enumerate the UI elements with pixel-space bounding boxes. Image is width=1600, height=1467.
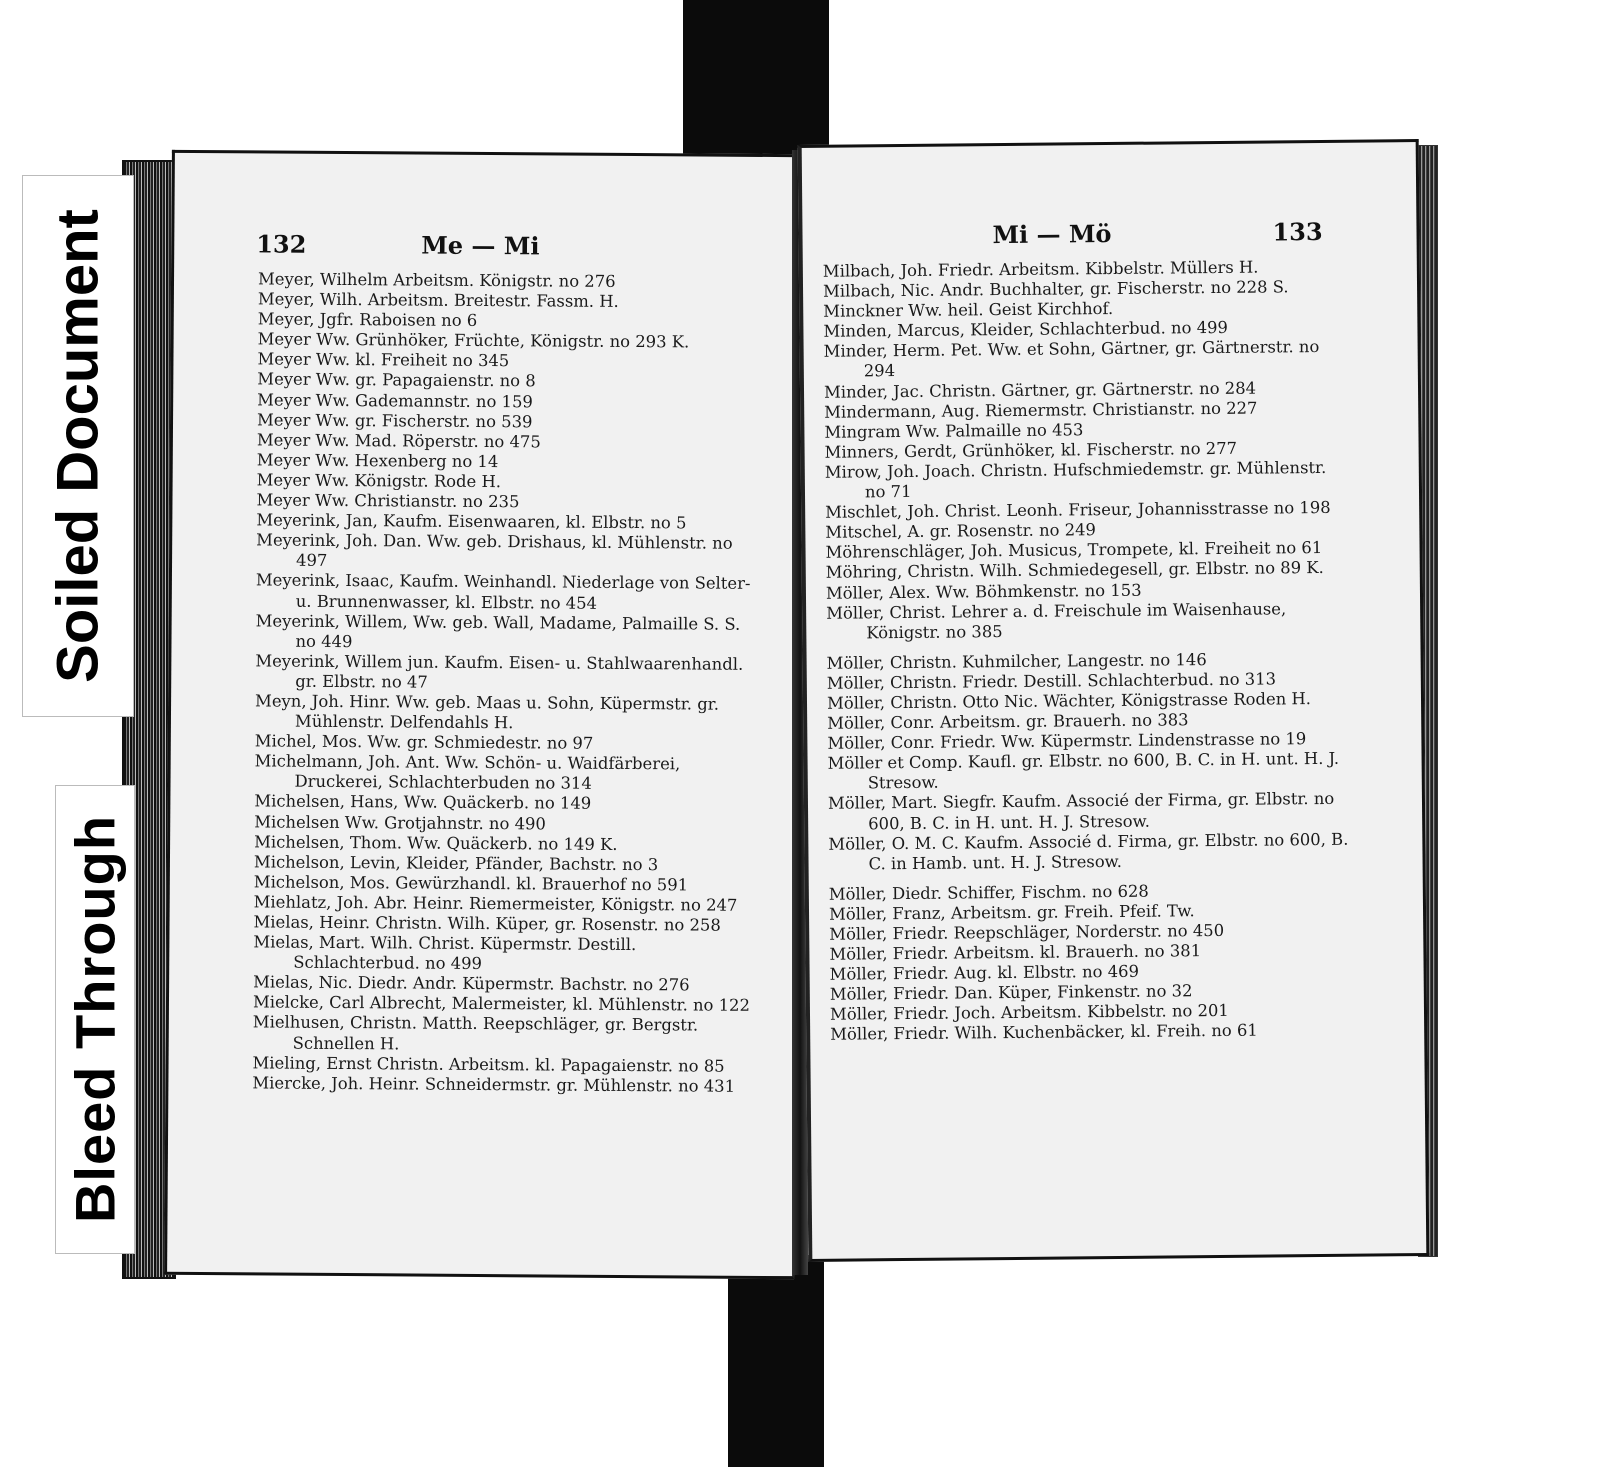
- directory-entry: Minden, Marcus, Kleider, Schlachterbud. no 499: [823, 318, 1229, 342]
- directory-entry: Michel, Mos. Ww. gr. Schmiedestr. no 97: [254, 731, 594, 753]
- right-page-header: [992, 216, 1392, 260]
- left-page: [164, 150, 802, 1279]
- directory-entry: Mingram Ww. Palmaille no 453: [824, 420, 1084, 442]
- directory-entry: Möller, Friedr. Wilh. Kuchenbäcker, kl. Freih. no 61: [830, 1021, 1258, 1045]
- directory-entry: Minder, Herm. Pet. Ww. et Sohn, Gärtner, gr. Gärtnerstr. no 294: [823, 337, 1320, 381]
- right-page-number: 133: [1272, 216, 1323, 247]
- right-page: [798, 139, 1430, 1262]
- directory-entry: Meyer Ww. Grünhöker, Früchte, Königstr. no 293 K.: [257, 329, 690, 352]
- spine-binding-top: [683, 0, 829, 165]
- bleed-through-text: Bleed Through: [63, 814, 127, 1224]
- directory-entry: Meyer Ww. kl. Freiheit no 345: [257, 349, 510, 371]
- directory-entry: Meyer Ww. Gademannstr. no 159: [257, 389, 533, 411]
- directory-entry: Milbach, Joh. Friedr. Arbeitsm. Kibbelstr. Müllers H.: [822, 257, 1259, 281]
- directory-entry: Möller, Franz, Arbeitsm. gr. Freih. Pfeif. Tw.: [828, 901, 1195, 924]
- directory-entry: Möller et Comp. Kaufl. gr. Elbstr. no 600, B. C. in H. unt. H. J. Stresow.: [827, 749, 1340, 793]
- directory-entry: Möller, Friedr. Joch. Arbeitsm. Kibbelstr. no 201: [829, 1001, 1229, 1025]
- left-entry-list: [252, 269, 763, 1096]
- directory-entry: Michelmann, Joh. Ant. Ww. Schön- u. Waidfärberei, Druckerei, Schlachterbuden no 314: [254, 751, 681, 794]
- directory-entry: Michelsen, Thom. Ww. Quäckerb. no 149 K.: [254, 832, 618, 854]
- directory-entry: Möller, Alex. Ww. Böhmkenstr. no 153: [825, 580, 1142, 603]
- directory-entry: Michelson, Levin, Kleider, Pfänder, Bachstr. no 3: [253, 852, 659, 874]
- directory-entry: Möller, Friedr. Reepschläger, Norderstr. no 450: [829, 920, 1225, 944]
- directory-entry: Meyer, Wilh. Arbeitsm. Breitestr. Fassm. H.: [257, 289, 619, 312]
- directory-entry: Mirow, Joh. Joach. Christn. Hufschmiedemstr. gr. Mühlenstr. no 71: [824, 457, 1327, 502]
- directory-entry: Meyerink, Isaac, Kaufm. Weinhandl. Niederlage von Selter- u. Brunnenwasser, kl. Elbstr. no 454: [255, 570, 751, 613]
- directory-entry: Möller, Conr. Arbeitsm. gr. Brauerh. no 383: [827, 710, 1189, 733]
- directory-entry: Möller, Mart. Siegfr. Kaufm. Associé der Firma, gr. Elbstr. no 600, B. C. in H. unt. H. J. Stresow.: [827, 789, 1335, 833]
- spine-binding-bottom: [728, 1255, 824, 1467]
- directory-entry: Möller, Christn. Friedr. Destill. Schlachterbud. no 313: [826, 669, 1277, 693]
- directory-entry: Minners, Gerdt, Grünhöker, kl. Fischerstr. no 277: [824, 438, 1238, 462]
- directory-entry: Milbach, Nic. Andr. Buchhalter, gr. Fischerstr. no 228 S.: [822, 277, 1289, 301]
- directory-entry: Minckner Ww. heil. Geist Kirchhof.: [823, 299, 1114, 321]
- directory-entry: Michelson, Mos. Gewürzhandl. kl. Brauerhof no 591: [253, 872, 689, 895]
- soiled-document-label: [22, 175, 134, 717]
- directory-entry: Möller, Friedr. Arbeitsm. kl. Brauerh. no 381: [829, 941, 1202, 964]
- directory-entry: Meyerink, Willem, Ww. geb. Wall, Madame, Palmaille S. S. no 449: [255, 611, 741, 651]
- directory-entry: Meyerink, Jan, Kaufm. Eisenwaaren, kl. Elbstr. no 5: [256, 510, 687, 533]
- bleed-through-label: [55, 785, 135, 1254]
- directory-entry: Mielas, Heinr. Christn. Wilh. Küper, gr. Rosenstr. no 258: [253, 912, 721, 935]
- directory-entry: Meyn, Joh. Hinr. Ww. geb. Maas u. Sohn, Küpermstr. gr. Mühlenstr. Delfendahls H.: [255, 691, 720, 733]
- directory-entry: Meyer Ww. gr. Fischerstr. no 539: [256, 410, 533, 431]
- right-entry-list: [823, 257, 1350, 1046]
- directory-entry: Möhring, Christn. Wilh. Schmiedegesell, gr. Elbstr. no 89 K.: [825, 558, 1324, 583]
- directory-entry: Minder, Jac. Christn. Gärtner, gr. Gärtnerstr. no 284: [823, 378, 1257, 402]
- directory-entry: Möller, Diedr. Schiffer, Fischm. no 628: [828, 881, 1149, 904]
- directory-entry: Meyerink, Willem jun. Kaufm. Eisen- u. Stahlwaarenhandl. gr. Elbstr. no 47: [255, 651, 744, 692]
- soiled-document-text: Soiled Document: [45, 209, 111, 683]
- directory-entry: Möller, Friedr. Aug. kl. Elbstr. no 469: [829, 961, 1140, 984]
- directory-entry: Möller, O. M. C. Kaufm. Associé d. Firma, gr. Elbstr. no 600, B. C. in Hamb. unt. H. J. Stresow.: [828, 829, 1349, 874]
- directory-entry: Mielcke, Carl Albrecht, Malermeister, kl. Mühlenstr. no 122: [252, 992, 751, 1016]
- directory-entry: Mindermann, Aug. Riemermstr. Christianstr. no 227: [824, 398, 1258, 422]
- directory-entry: Miercke, Joh. Heinr. Schneidermstr. gr. Mühlenstr. no 431: [252, 1073, 736, 1096]
- directory-entry: Möller, Friedr. Dan. Küper, Finkenstr. no 32: [829, 981, 1193, 1005]
- directory-entry: Mischlet, Joh. Christ. Leonh. Friseur, Johannisstrasse no 198: [825, 498, 1331, 522]
- right-page-title: Mi — Mö: [992, 218, 1112, 250]
- directory-entry: Möller, Christn. Kuhmilcher, Langestr. no 146: [826, 649, 1207, 673]
- directory-entry: Mitschel, A. gr. Rosenstr. no 249: [825, 520, 1097, 542]
- directory-entry: Meyer Ww. Christianstr. no 235: [256, 490, 520, 512]
- directory-entry: Meyer Ww. Königstr. Rode H.: [256, 470, 502, 492]
- directory-entry: Meyerink, Joh. Dan. Ww. geb. Drishaus, kl. Mühlenstr. no 497: [256, 530, 733, 571]
- directory-entry: Mielhusen, Christn. Matth. Reepschläger, gr. Bergstr. Schnellen H.: [252, 1012, 699, 1053]
- directory-entry: Michelsen Ww. Grotjahnstr. no 490: [254, 811, 546, 833]
- directory-entry: Miehlatz, Joh. Abr. Heinr. Riemermeister, Königstr. no 247: [253, 892, 738, 915]
- directory-entry: Meyer, Wilhelm Arbeitsm. Königstr. no 276: [257, 269, 616, 291]
- directory-entry: Mielas, Mart. Wilh. Christ. Küpermstr. Destill. Schlachterbud. no 499: [253, 932, 637, 974]
- directory-entry: Meyer Ww. gr. Papagaienstr. no 8: [257, 369, 536, 391]
- left-page-title: Me — Mi: [421, 230, 540, 261]
- directory-entry: Mielas, Nic. Diedr. Andr. Küpermstr. Bachstr. no 276: [253, 972, 690, 995]
- directory-entry: Meyer Ww. Hexenberg no 14: [256, 450, 499, 471]
- directory-entry: Michelsen, Hans, Ww. Quäckerb. no 149: [254, 791, 592, 814]
- directory-entry: Möller, Conr. Friedr. Ww. Küpermstr. Lindenstrasse no 19: [827, 729, 1307, 753]
- directory-entry: Möhrenschläger, Joh. Musicus, Trompete, kl. Freiheit no 61: [825, 538, 1323, 563]
- directory-entry: Mieling, Ernst Christn. Arbeitsm. kl. Papagaienstr. no 85: [252, 1053, 725, 1076]
- directory-entry: Möller, Christn. Otto Nic. Wächter, Königstrasse Roden H.: [826, 689, 1312, 713]
- directory-entry: Möller, Christ. Lehrer a. d. Freischule im Waisenhause, Königstr. no 385: [826, 598, 1287, 643]
- left-page-number: 132: [256, 229, 307, 259]
- directory-entry: Meyer Ww. Mad. Röperstr. no 475: [256, 430, 541, 452]
- left-page-header: [256, 229, 776, 273]
- directory-entry: Meyer, Jgfr. Raboisen no 6: [257, 309, 478, 331]
